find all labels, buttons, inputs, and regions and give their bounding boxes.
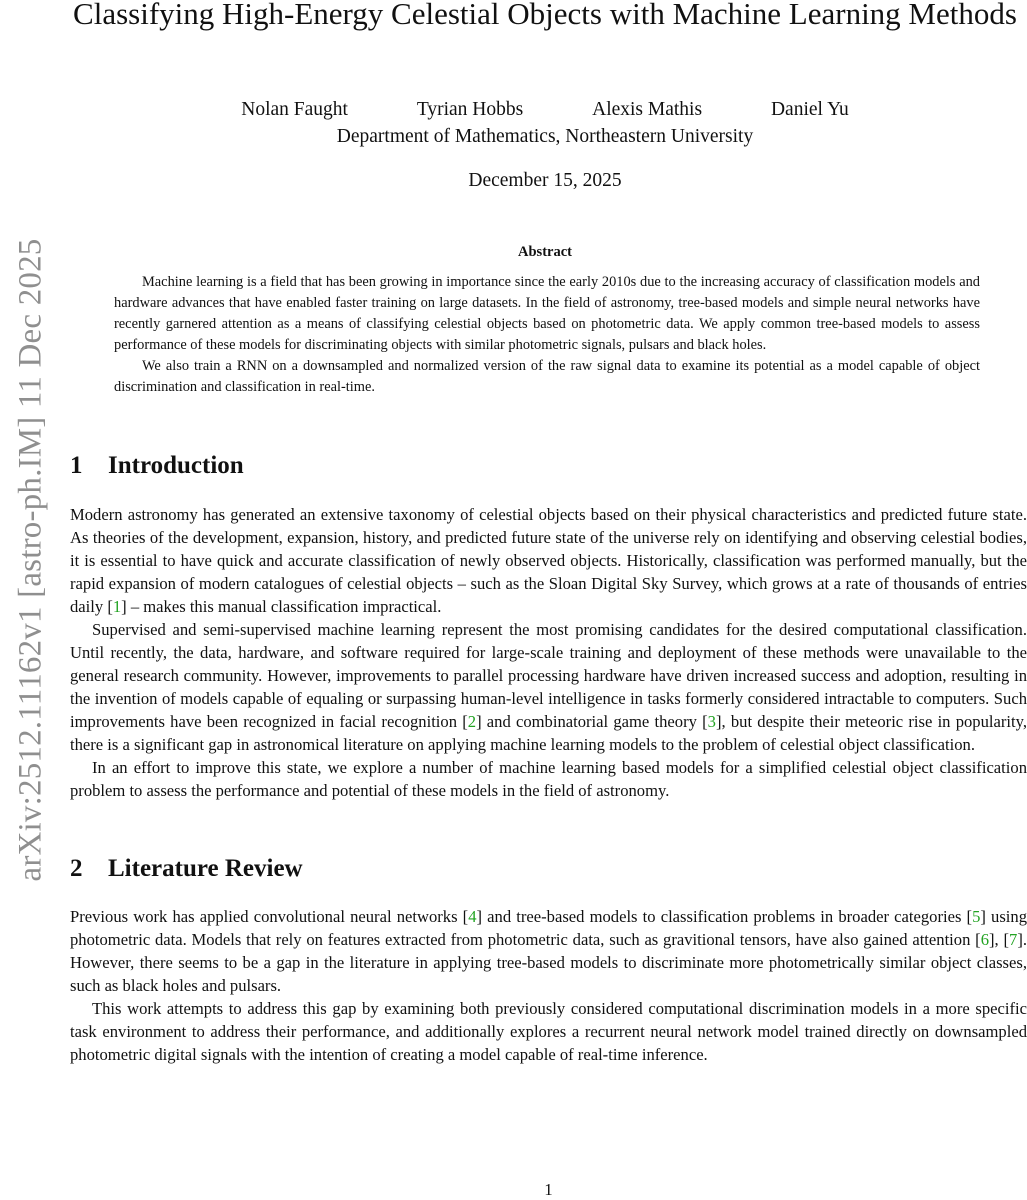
citation-link[interactable]: 7	[1009, 930, 1018, 949]
paragraph: Modern astronomy has generated an extensive taxonomy of celestial objects based on their physical characteristics and predicted future state. As theories of the development, expansion, history, and predicted future state of the universe rely on identifying and observing celestial bodies, it is essential to have quick and accurate classification of newly observed objects. Historically, classification was performed manually, but the rapid expansion of modern catalogues of celestial objects – such as the Sloan Digital Sky Survey, which grows at a rate of thousands of entries daily [1] – makes this manual classification impractical.	[70, 505, 1027, 616]
citation-link[interactable]: 4	[468, 907, 477, 926]
section-title: Literature Review	[108, 855, 303, 882]
literature-review-body	[70, 905, 1027, 1066]
citation-link[interactable]: 6	[980, 930, 990, 949]
citation-link[interactable]: 2	[467, 712, 477, 731]
paragraph: Supervised and semi-supervised machine learning represent the most promising candidates for the desired computational classification. Until recently, the data, hardware, and software required for large-scale training and deployment of these methods were unavailable to the general research community. However, improvements to parallel processing hardware have driven increased success and adoption, resulting in the invention of models capable of equaling or surpassing human-level intelligence in tasks formerly considered intractable to computers. Such improvements have been recognized in facial recognition [2] and combinatorial game theory [3], but despite their meteoric rise in popularity, there is a significant gap in astronomical literature on applying machine learning models to the problem of celestial object classification.	[70, 620, 1027, 754]
paragraph: In an effort to improve this state, we explore a number of machine learning based models for a simplified celestial object classification problem to assess the performance and potential of these models in the field of astronomy.	[70, 758, 1027, 800]
citation-link[interactable]: 1	[112, 597, 122, 616]
abstract-paragraph: Machine learning is a field that has been growing in importance since the early 2010s due to the increasing accuracy of classification models and hardware advances that have enabled faster training on large datasets. In the field of astronomy, tree-based models and simple neural networks have recently garnered attention as a means of classifying celestial objects based on photometric data. We apply common tree-based models to assess performance of these models for discriminating objects with similar photometric signals, pulsars and black holes.	[114, 274, 980, 353]
author-list	[70, 99, 1020, 121]
abstract-body	[114, 272, 980, 398]
section-number: 1	[70, 452, 83, 479]
author-name: Tyrian Hobbs	[416, 99, 524, 120]
arxiv-identifier: arXiv:2512.11162v1 [astro-ph.IM] 11 Dec 2025	[12, 238, 49, 882]
paragraph: Previous work has applied convolutional neural networks [4] and tree-based models to classification problems in broader categories [5] using photometric data. Models that rely on features extracted from photometric data, such as gravitional tensors, have also gained attention [6], [7]. However, there seems to be a gap in the literature in applying tree-based models to discriminate more photometrically similar object classes, such as black holes and pulsars.	[70, 907, 1027, 995]
paper-title: Classifying High-Energy Celestial Objects with Machine Learning Methods	[73, 0, 1017, 31]
abstract-paragraph: We also train a RNN on a downsampled and normalized version of the raw signal data to examine its potential as a model capable of object discrimination and classification in real-time.	[114, 358, 980, 395]
page-number: 1	[544, 1180, 553, 1199]
author-affiliation: Department of Mathematics, Northeastern University	[336, 126, 754, 147]
publication-date: December 15, 2025	[468, 170, 622, 191]
author-name: Daniel Yu	[770, 99, 849, 120]
section-number: 2	[70, 855, 83, 882]
paragraph: This work attempts to address this gap by examining both previously considered computational discrimination models in a more specific task environment to address their performance, and additionally explores a recurrent neural network model trained directly on downsampled photometric digital signals with the intention of creating a model capable of real-time inference.	[70, 999, 1027, 1064]
section-title: Introduction	[108, 452, 244, 479]
introduction-body	[70, 503, 1027, 802]
section-heading-literature-review	[70, 855, 303, 883]
abstract-heading: Abstract	[518, 244, 572, 260]
arxiv-sidebar	[0, 0, 62, 1200]
author-name: Nolan Faught	[241, 99, 348, 120]
citation-link[interactable]: 3	[707, 712, 716, 731]
section-heading-introduction	[70, 452, 244, 480]
author-name: Alexis Mathis	[592, 99, 703, 120]
citation-link[interactable]: 5	[972, 907, 981, 926]
